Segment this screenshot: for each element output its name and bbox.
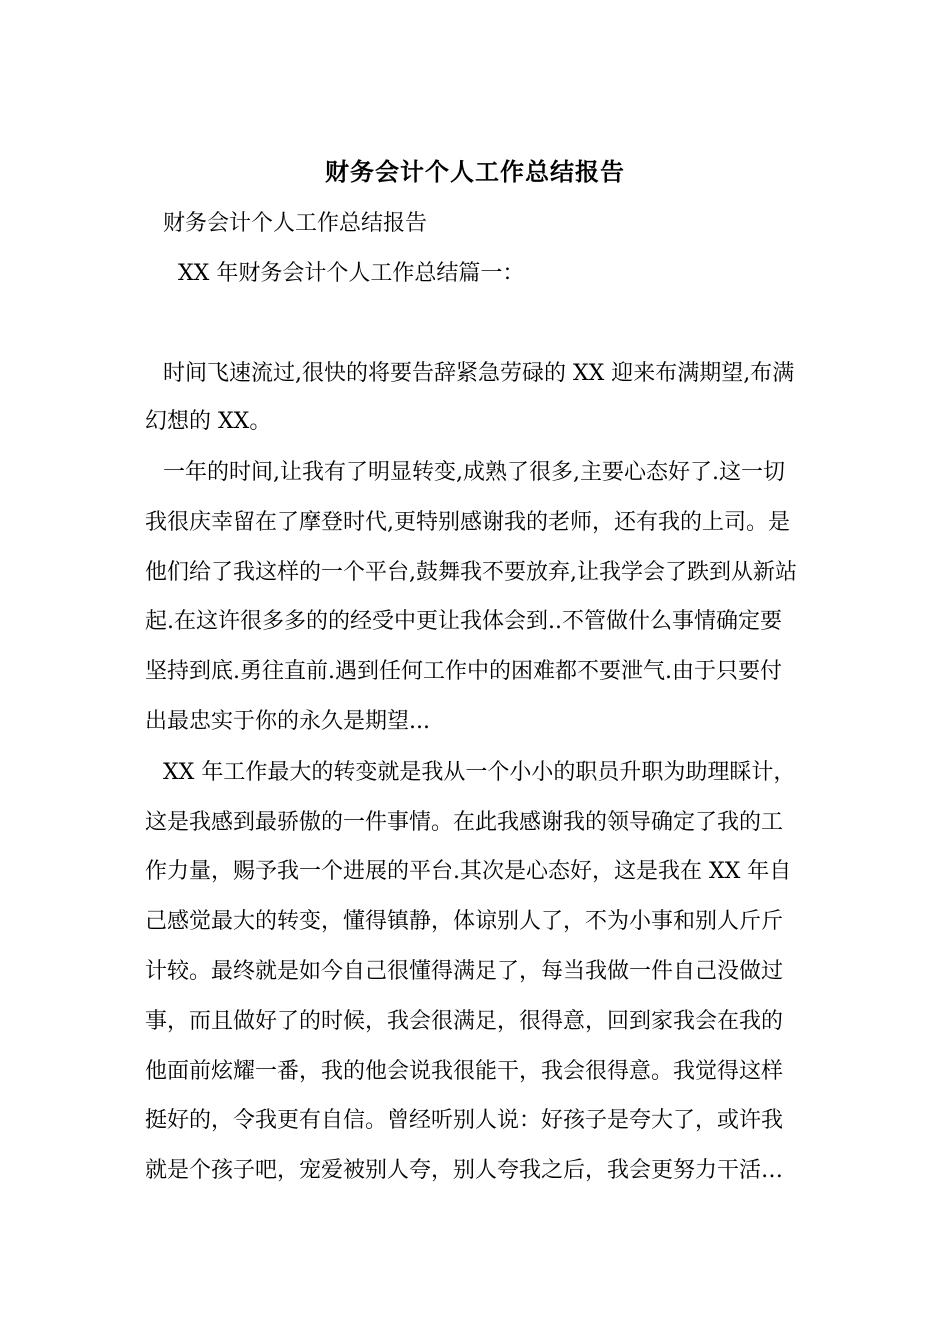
paragraph-line: 己感觉最大的转变，懂得镇静，体谅别人了，不为小事和别人斤斤 bbox=[145, 909, 784, 934]
paragraph-line: 就是个孩子吧，宠爱被别人夸，别人夸我之后，我会更努力干活… bbox=[145, 1158, 784, 1183]
paragraph-line: 作力量，赐予我一个进展的平台.其次是心态好，这是我在 XX 年自 bbox=[145, 859, 792, 884]
section-heading: XX 年财务会计个人工作总结篇一： bbox=[178, 261, 525, 286]
paragraph-line: 他们给了我这样的一个平台,鼓舞我不要放弃,让我学会了跌到从新站 bbox=[145, 560, 797, 585]
document-subtitle: 财务会计个人工作总结报告 bbox=[163, 211, 428, 236]
paragraph-line: 坚持到底.勇往直前.遇到任何工作中的困难都不要泄气.由于只要付 bbox=[145, 659, 782, 684]
paragraph-line: 他面前炫耀一番，我的他会说我很能干，我会很得意。我觉得这样 bbox=[145, 1059, 784, 1084]
paragraph-line: XX 年工作最大的转变就是我从一个小小的职员升职为助理睬计， bbox=[163, 760, 796, 785]
paragraph-line: 我很庆幸留在了摩登时代,更特别感谢我的老师，还有我的上司。是 bbox=[145, 510, 790, 535]
paragraph-line: 出最忠实于你的永久是期望... bbox=[145, 709, 430, 734]
paragraph-line: 起.在这许很多多的的经受中更让我体会到..不管做什么事情确定要 bbox=[145, 609, 782, 634]
document-title: 财务会计个人工作总结报告 bbox=[325, 157, 625, 186]
paragraph-line: 挺好的，令我更有自信。曾经听别人说：好孩子是夸大了，或许我 bbox=[145, 1108, 784, 1133]
paragraph-line: 幻想的 XX。 bbox=[145, 409, 272, 434]
paragraph-line: 事，而且做好了的时候，我会很满足，很得意，回到家我会在我的 bbox=[145, 1009, 784, 1034]
paragraph-line: 时间飞速流过,很快的将要告辞紧急劳碌的 XX 迎来布满期望,布满 bbox=[163, 361, 795, 386]
paragraph-line: 一年的时间,让我有了明显转变,成熟了很多,主要心态好了.这一切 bbox=[163, 460, 785, 485]
paragraph-line: 这是我感到最骄傲的一件事情。在此我感谢我的领导确定了我的工 bbox=[145, 810, 784, 835]
paragraph-line: 计较。最终就是如今自己很懂得满足了，每当我做一件自己没做过 bbox=[145, 959, 784, 984]
